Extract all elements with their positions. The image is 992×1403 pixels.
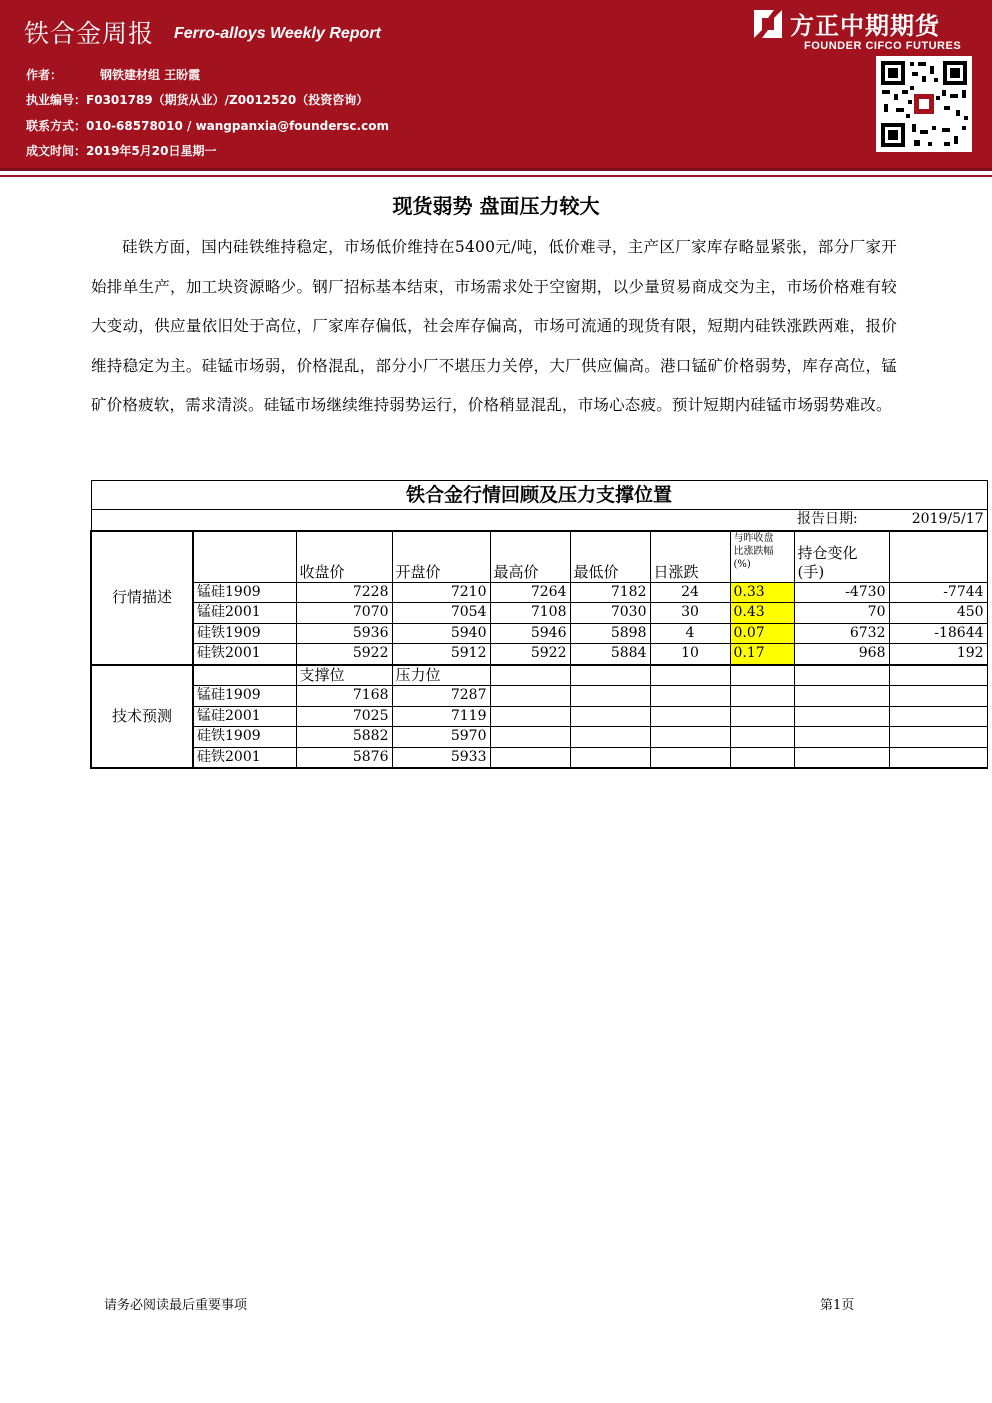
contact-line [26, 117, 389, 134]
report-date-label: 报告日期: [794, 510, 889, 531]
company-logo-icon [752, 8, 784, 40]
author-label: 作者： [26, 68, 63, 82]
report-date-value: 2019/5/17 [889, 510, 987, 531]
company-logo-en: FOUNDER CIFCO FUTURES [804, 40, 962, 52]
header-change: 日涨跌 [650, 531, 730, 583]
header-resistance: 压力位 [392, 665, 490, 686]
license-line [26, 91, 368, 108]
table-title-row [91, 481, 987, 510]
author-line [26, 66, 200, 83]
table-row: 硅铁1909 5936 5940 5946 5898 4 0.07 6732 -18644 [91, 623, 987, 644]
market-table [90, 480, 988, 769]
header-pct-line3: (%) [733, 558, 751, 570]
license-label: 执业编号： [26, 93, 87, 107]
report-title-en: Ferro-alloys Weekly Report [174, 25, 381, 42]
pct-cell: 0.43 [730, 603, 794, 624]
header-oi [794, 531, 889, 583]
tech-header-row [91, 665, 987, 686]
contact-label: 联系方式： [26, 119, 87, 133]
header-oi-line1: 持仓变化 [797, 543, 858, 562]
license-value: F0301789（期货从业）/Z0012520（投资咨询） [86, 93, 369, 107]
report-title-cn: 铁合金周报 [24, 19, 155, 48]
date-value: 2019年5月20日星期一 [86, 144, 217, 158]
header-low: 最低价 [570, 531, 650, 583]
table-title: 铁合金行情回顾及压力支撑位置 [91, 481, 987, 510]
pct-cell: 0.17 [730, 644, 794, 665]
page-number: 第1页 [820, 1298, 855, 1313]
header-close: 收盘价 [296, 531, 392, 583]
section-market-label: 行情描述 [91, 531, 193, 665]
table-row: 锰硅1909 7168 7287 [91, 686, 987, 707]
table-row: 硅铁1909 5882 5970 [91, 727, 987, 748]
table-row: 硅铁2001 5876 5933 [91, 747, 987, 768]
pct-cell: 0.07 [730, 623, 794, 644]
summary-paragraph: 硅铁方面，国内硅铁维持稳定，市场低价维持在5400元/吨，低价难寻，主产区厂家库存略显紧张，部分厂家开始排单生产，加工块资源略少。钢厂招标基本结束，市场需求处于空窗期，以少量贸易商成交为主，市场价格难有较大变动，供应量依旧处于高位，厂家库存偏低，社会库存偏高，市场可流通的现货有限，短期内硅铁涨跌两难，报价维持稳定为主。硅锰市场弱，价格混乱，部分小厂不堪压力关停，大厂供应偏高。港口锰矿价格弱势，库存高位，锰矿价格疲软，需求清淡。硅锰市场继续维持弱势运行，价格稍显混乱，市场心态疲。预计短期内硅锰市场弱势难改。 [91, 238, 897, 414]
table-row: 锰硅2001 7025 7119 [91, 706, 987, 727]
date-line [26, 142, 216, 159]
header-divider-secondary [0, 175, 992, 177]
section-tech-label: 技术预测 [91, 665, 193, 769]
table-row: 硅铁2001 5922 5912 5922 5884 10 0.17 968 192 [91, 644, 987, 665]
document-title: 现货弱势 盘面压力较大 [392, 194, 600, 218]
report-date-row [91, 510, 987, 531]
report-header [0, 0, 992, 168]
footer-notice: 请务必阅读最后重要事项 [104, 1298, 248, 1313]
author-value: 钢铁建材组 王盼霞 [100, 68, 201, 82]
table-row: 锰硅1909 7228 7210 7264 7182 24 0.33 -4730 -7744 [91, 582, 987, 603]
header-pct [730, 531, 794, 583]
header-divider [0, 168, 992, 171]
table-row: 锰硅2001 7070 7054 7108 7030 30 0.43 70 450 [91, 603, 987, 624]
header-open: 开盘价 [392, 531, 490, 583]
qr-code-icon [876, 56, 972, 152]
header-support: 支撑位 [296, 665, 392, 686]
pct-cell: 0.33 [730, 582, 794, 603]
header-pct-line2: 比涨跌幅 [733, 545, 774, 557]
header-pct-line1: 与昨收盘 [733, 532, 774, 544]
contact-value[interactable]: 010-68578010 / wangpanxia@foundersc.com [86, 119, 389, 133]
header-high: 最高价 [490, 531, 570, 583]
table-header-row [91, 531, 987, 583]
header-oi-line2: (手) [797, 562, 825, 581]
company-logo-cn: 方正中期期货 [790, 12, 940, 40]
date-label: 成文时间： [26, 144, 87, 158]
